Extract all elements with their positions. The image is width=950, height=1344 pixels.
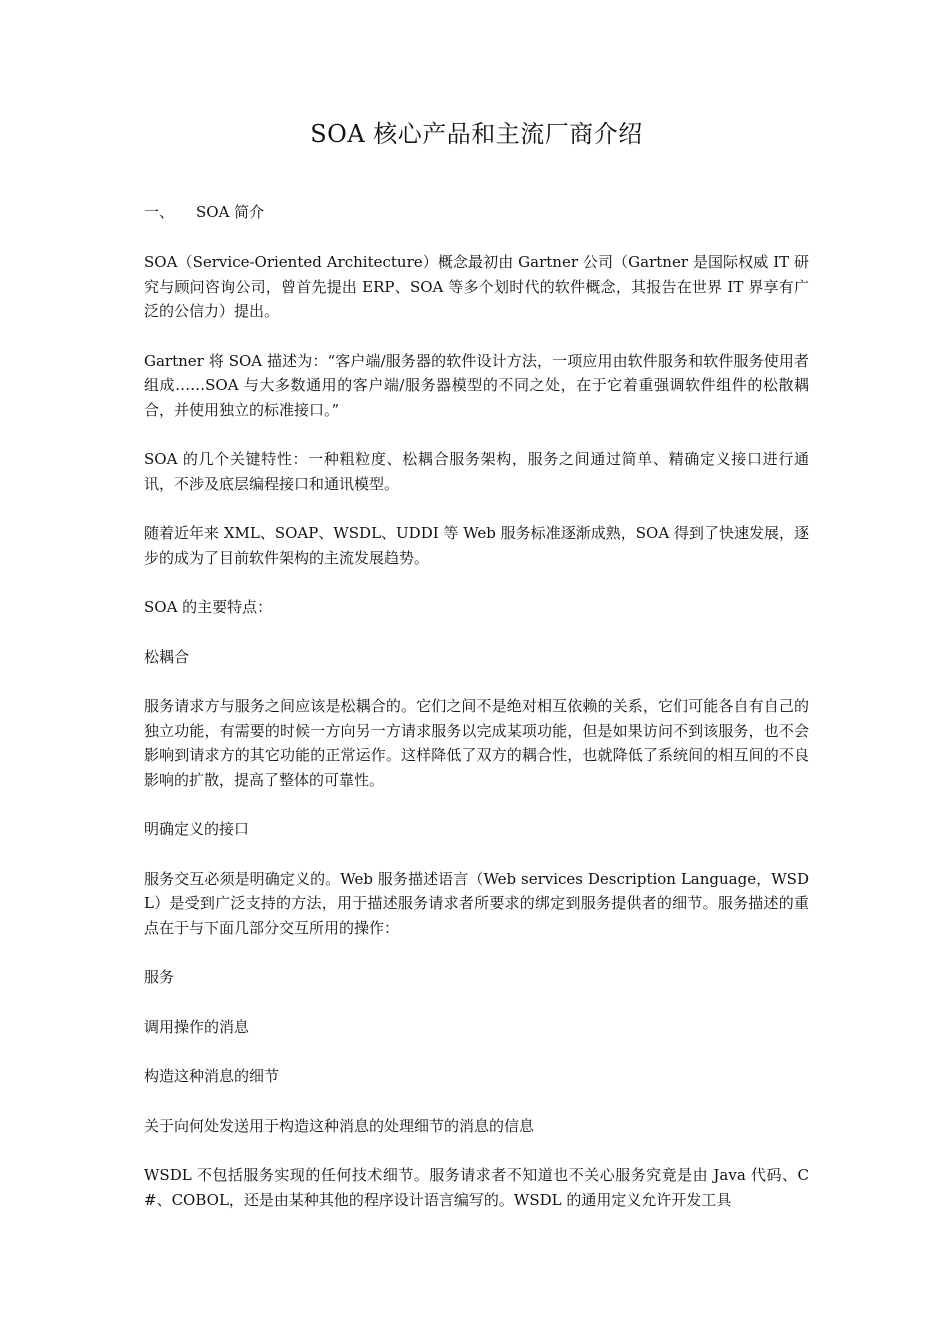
section-number: 一、 [144, 203, 175, 221]
paragraph-wsdl-details: WSDL 不包括服务实现的任何技术细节。服务请求者不知道也不关心服务究竟是由 Java 代码、C#、COBOL，还是由某种其他的程序设计语言编写的。WSDL 的通用定义允许开发工具 [144, 1166, 809, 1209]
paragraph-gartner-description: Gartner 将 SOA 描述为：“客户端/服务器的软件设计方法，一项应用由软件服务和软件服务使用者组成……SOA 与大多数通用的客户端/服务器模型的不同之处，在于它着重强调软件组件的松散耦合，并使用独立的标准接口。” [144, 351, 809, 419]
list-item-service: 服务 [144, 968, 175, 986]
document-title: SOA 核心产品和主流厂商介绍 [310, 120, 643, 148]
subheading-loose-coupling: 松耦合 [144, 647, 190, 666]
paragraph-defined-interface: 服务交互必须是明确定义的。Web 服务描述语言（Web services Description Language，WSDL）是受到广泛支持的方法，用于描述服务请求者所要求的绑定到服务提供者的细节。服务描述的重点在于与下面几部分交互所用的操作： [144, 869, 809, 937]
paragraph-main-features-label: SOA 的主要特点： [144, 598, 273, 616]
section-heading [144, 200, 809, 224]
paragraph-soa-origin: SOA（Service-Oriented Architecture）概念最初由 Gartner 公司（Gartner 是国际权威 IT 研究与顾问咨询公司，曾首先提出 ERP、SOA 等多个划时代的软件概念，其报告在世界 IT 界享有广泛的公信力）提出。 [144, 253, 809, 320]
subheading-defined-interface: 明确定义的接口 [144, 820, 250, 838]
paragraph-development-trend: 随着近年来 XML、SOAP、WSDL、UDDI 等 Web 服务标准逐渐成熟，SOA 得到了快速发展，逐步的成为了目前软件架构的主流发展趋势。 [144, 524, 809, 567]
section-title: SOA 简介 [196, 203, 265, 221]
document-body [144, 118, 809, 1237]
list-item-call-message: 调用操作的消息 [144, 1017, 250, 1036]
list-item-message-destination: 关于向何处发送用于构造这种消息的处理细节的消息的信息 [144, 1116, 535, 1135]
paragraph-loose-coupling: 服务请求方与服务之间应该是松耦合的。它们之间不是绝对相互依赖的关系，它们可能各自有自己的独立功能，有需要的时候一方向另一方请求服务以完成某项功能，但是如果访问不到该服务，也不会影响到请求方的其它功能的正常运作。这样降低了双方的耦合性，也就降低了系统间的相互间的不良影响的扩散，提高了整体的可靠性。 [144, 697, 809, 789]
list-item-message-details: 构造这种消息的细节 [144, 1067, 280, 1085]
paragraph-key-features: SOA 的几个关键特性：一种粗粒度、松耦合服务架构，服务之间通过简单、精确定义接口进行通讯，不涉及底层编程接口和通讯模型。 [144, 450, 809, 493]
